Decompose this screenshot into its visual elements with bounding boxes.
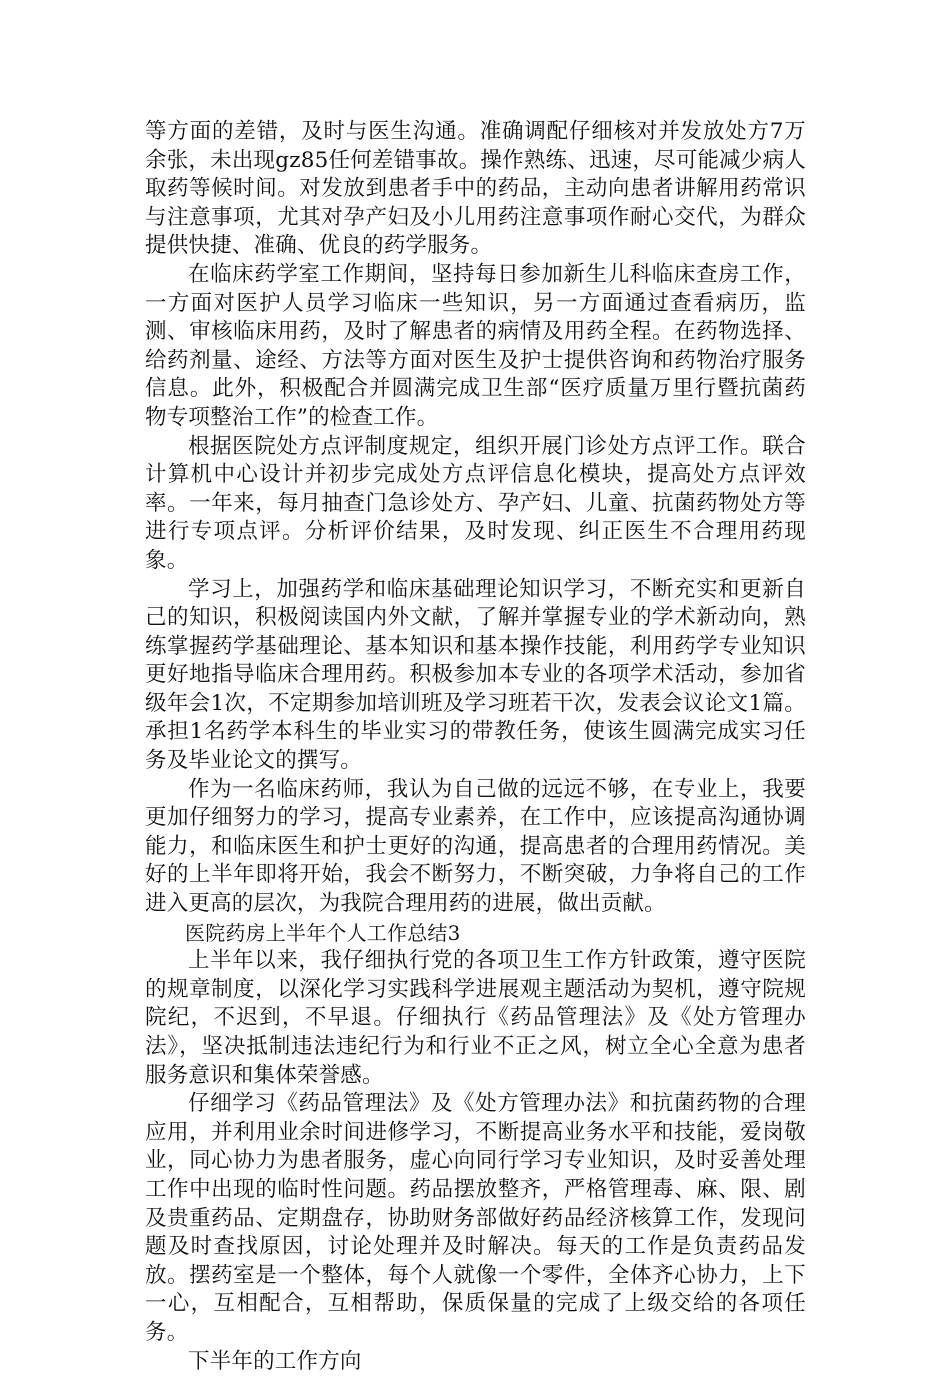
paragraph-continuation: 等方面的差错，及时与医生沟通。准确调配仔细核对并发放处方7万余张，未出现gz85任何差错事故。操作熟练、迅速，尽可能减少病人取药等候时间。对发放到患者手中的药品，主动向患者讲解用药常识与注意事项，尤其对孕产妇及小儿用药注意事项作耐心交代，为群众提供快捷、准确、优良的药学服务。 (145, 119, 806, 259)
document-page (145, 118, 806, 1376)
paragraph-prescription-review: 根据医院处方点评制度规定，组织开展门诊处方点评工作。联合计算机中心设计并初步完成处方点评信息化模块，提高处方点评效率。一年来，每月抽查门急诊处方、孕产妇、儿童、抗菌药物处方等进行专项点评。分析评价结果，及时发现、纠正医生不合理用药现象。 (145, 433, 806, 573)
section-heading: 医院药房上半年个人工作总结3 (185, 920, 461, 945)
paragraph-study: 学习上，加强药学和临床基础理论知识学习，不断充实和更新自己的知识，积极阅读国内外文献，了解并掌握专业的学术新动向，熟练掌握药学基础理论、基本知识和基本操作技能，利用药学专业知识更好地指导临床合理用药。积极参加本专业的各项学术活动，参加省级年会1次，不定期参加培训班及学习班若干次，发表会议论文1篇。承担1名药学本科生的毕业实习的带教任务，使该生圆满完成实习任务及毕业论文的撰写。 (145, 576, 806, 774)
paragraph-discipline: 上半年以来，我仔细执行党的各项卫生工作方针政策，遵守医院的规章制度，以深化学习实践科学进展观主题活动为契机，遵守院规院纪，不迟到，不早退。仔细执行《药品管理法》及《处方管理办法》，坚决抵制违法违纪行为和行业不正之风，树立全心全意为患者服务意识和集体荣誉感。 (145, 948, 806, 1088)
paragraph-reflection: 作为一名临床药师，我认为自己做的远远不够，在专业上，我要更加仔细努力的学习，提高专业素养，在工作中，应该提高沟通协调能力，和临床医生和护士更好的沟通，提高患者的合理用药情况。美好的上半年即将开始，我会不断努力，不断突破，力争将自己的工作进入更高的层次，为我院合理用药的进展，做出贡献。 (145, 776, 806, 917)
paragraph-drug-management: 仔细学习《药品管理法》及《处方管理办法》和抗菌药物的合理应用，并利用业余时间进修学习，不断提高业务水平和技能，爱岗敬业，同心协力为患者服务，虚心向同行学习专业知识，及时妥善处理工作中出现的临时性问题。药品摆放整齐，严格管理毒、麻、限、剧及贵重药品、定期盘存，协助财务部做好药品经济核算工作，发现问题及时查找原因，讨论处理并及时解决。每天的工作是负责药品发放。摆药室是一个整体，每个人就像一个零件，全体齐心协力，上下一心，互相配合，互相帮助，保质保量的完成了上级交给的各项任务。 (145, 1091, 806, 1345)
paragraph-clinical-pharmacy: 在临床药学室工作期间，坚持每日参加新生儿科临床查房工作，一方面对医护人员学习临床一些知识，另一方面通过查看病历，监测、审核临床用药，及时了解患者的病情及用药全程。在药物选择、给药剂量、途经、方法等方面对医生及护士提供咨询和药物治疗服务信息。此外，积极配合并圆满完成卫生部“医疗质量万里行暨抗菌药物专项整治工作”的检查工作。 (145, 261, 806, 430)
paragraph-next-direction: 下半年的工作方向 (188, 1348, 362, 1374)
